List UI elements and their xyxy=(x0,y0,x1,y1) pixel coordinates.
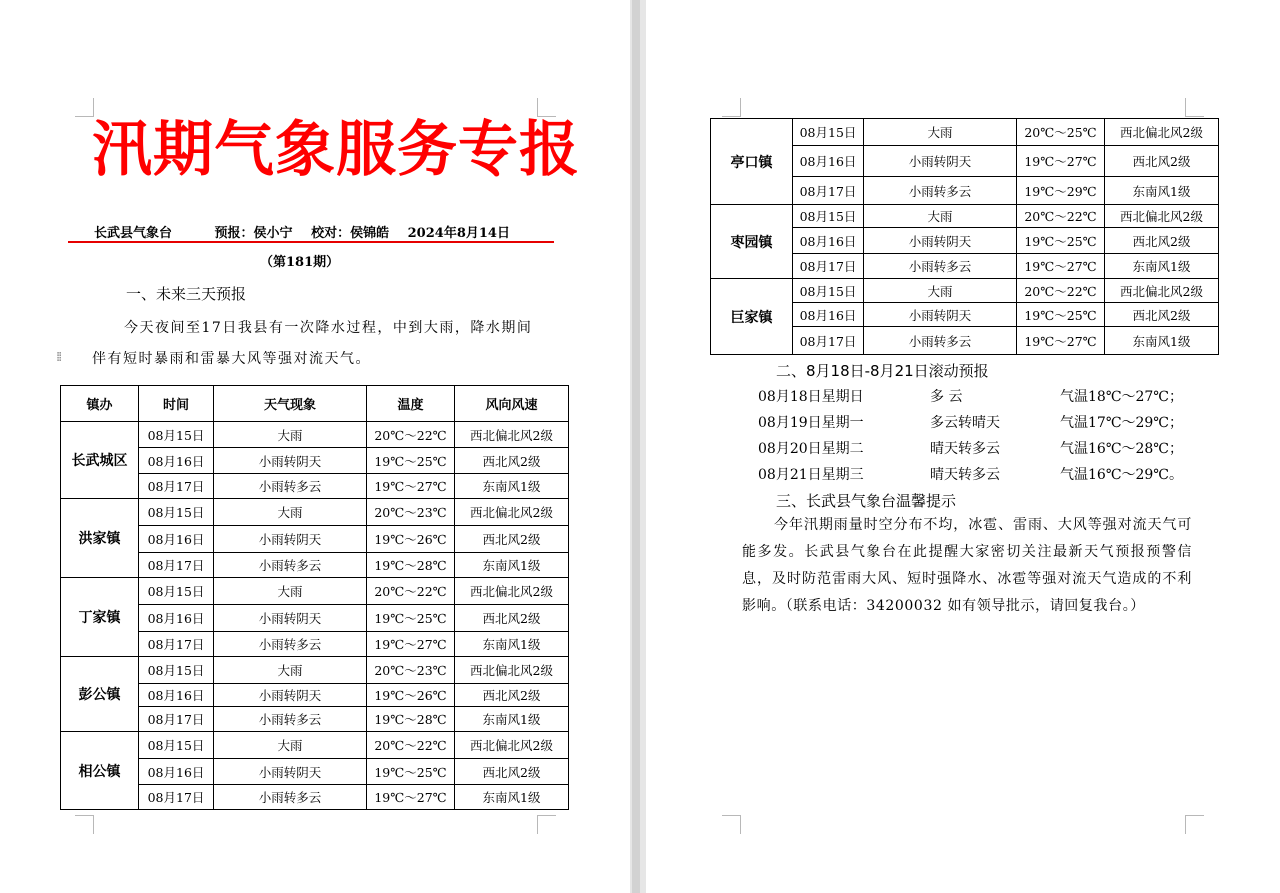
temp-cell: 19℃～28℃ xyxy=(367,553,455,578)
temp-cell: 19℃～25℃ xyxy=(1017,228,1105,254)
temp-cell: 19℃～25℃ xyxy=(367,448,455,474)
weather-cell: 小雨转多云 xyxy=(214,553,367,578)
crop-mark xyxy=(722,815,741,834)
town-name: 巨家镇 xyxy=(711,279,793,355)
wind-cell: 东南风1级 xyxy=(1105,327,1219,355)
forecast-temp: 气温17℃～29℃； xyxy=(1060,415,1183,431)
forecast-date: 08月18日星期日 xyxy=(758,389,864,405)
checker: 校对：侯锦皓 xyxy=(311,226,390,241)
date-cell: 08月17日 xyxy=(139,474,214,499)
date-cell: 08月17日 xyxy=(139,553,214,578)
date-cell: 08月16日 xyxy=(793,303,864,327)
wind-cell: 西北风2级 xyxy=(1105,228,1219,254)
weather-cell: 小雨转阴天 xyxy=(214,448,367,474)
forecast-weather: 多云转晴天 xyxy=(930,415,1000,431)
temp-cell: 19℃～25℃ xyxy=(1017,303,1105,327)
forecast-weather: 晴天转多云 xyxy=(930,467,1000,483)
date-cell: 08月16日 xyxy=(139,684,214,707)
date-cell: 08月16日 xyxy=(139,605,214,632)
page-separator xyxy=(632,0,640,893)
town-name: 洪家镇 xyxy=(61,499,139,578)
date-cell: 08月16日 xyxy=(139,448,214,474)
weather-cell: 小雨转阴天 xyxy=(864,303,1017,327)
drag-handle-icon[interactable]: ⁞⁞ xyxy=(56,350,61,365)
wind-cell: 西北风2级 xyxy=(455,759,569,785)
col-header-temp: 温度 xyxy=(367,386,455,422)
section3-heading: 三、长武县气象台温馨提示 xyxy=(776,492,957,510)
forecast-temp: 气温16℃～29℃。 xyxy=(1060,467,1183,483)
table-row xyxy=(711,279,1219,303)
crop-mark xyxy=(75,815,94,834)
report-title: 汛期气象服务专报 xyxy=(92,115,580,185)
date-cell: 08月15日 xyxy=(139,732,214,759)
crop-mark xyxy=(1185,815,1204,834)
date-cell: 08月15日 xyxy=(793,279,864,303)
forecaster: 预报：侯小宁 xyxy=(214,226,293,241)
forecast-weather: 多 云 xyxy=(930,389,963,405)
temp-cell: 19℃～27℃ xyxy=(367,632,455,657)
temp-cell: 20℃～22℃ xyxy=(367,732,455,759)
temp-cell: 19℃～27℃ xyxy=(1017,327,1105,355)
wind-cell: 东南风1级 xyxy=(455,474,569,499)
date-cell: 08月16日 xyxy=(793,228,864,254)
date-cell: 08月15日 xyxy=(139,578,214,605)
wind-cell: 西北风2级 xyxy=(1105,303,1219,327)
temp-cell: 20℃～22℃ xyxy=(1017,205,1105,228)
town-name: 枣园镇 xyxy=(711,205,793,279)
weather-cell: 小雨转多云 xyxy=(214,474,367,499)
wind-cell: 东南风1级 xyxy=(455,707,569,732)
header-rule xyxy=(68,241,554,243)
forecast-weather: 晴天转多云 xyxy=(930,441,1000,457)
weather-cell: 大雨 xyxy=(214,499,367,526)
crop-mark xyxy=(537,815,556,834)
weather-cell: 小雨转阴天 xyxy=(214,526,367,553)
table-row xyxy=(61,578,569,605)
town-name: 亭口镇 xyxy=(711,119,793,205)
date-cell: 08月17日 xyxy=(793,254,864,279)
temp-cell: 20℃～22℃ xyxy=(367,578,455,605)
table-row xyxy=(61,657,569,684)
wind-cell: 西北风2级 xyxy=(455,448,569,474)
date-cell: 08月15日 xyxy=(139,422,214,448)
wind-cell: 西北风2级 xyxy=(455,526,569,553)
table-row xyxy=(711,119,1219,146)
col-header-wind: 风向风速 xyxy=(455,386,569,422)
town-name: 长武城区 xyxy=(61,422,139,499)
wind-cell: 东南风1级 xyxy=(1105,177,1219,205)
byline xyxy=(94,222,564,241)
temp-cell: 19℃～26℃ xyxy=(367,684,455,707)
date-cell: 08月15日 xyxy=(139,499,214,526)
table-header-row xyxy=(61,386,569,422)
date-cell: 08月17日 xyxy=(139,707,214,732)
wind-cell: 西北风2级 xyxy=(1105,146,1219,177)
town-name: 彭公镇 xyxy=(61,657,139,732)
wind-cell: 西北偏北风2级 xyxy=(455,499,569,526)
temp-cell: 19℃～25℃ xyxy=(367,759,455,785)
tips-text: 今年汛期雨量时空分布不均，冰雹、雷雨、大风等强对流天气可能多发。长武县气象台在此提醒大家密切关注最新天气预报预警信息，及时防范雷雨大风、短时强降水、冰雹等强对流天气造成的不利影响。（联系电话：34200032 如有领导批示，请回复我台。） xyxy=(742,517,1192,614)
rolling-forecast-item xyxy=(758,464,1198,490)
date-cell: 08月16日 xyxy=(793,146,864,177)
temp-cell: 20℃～23℃ xyxy=(367,657,455,684)
forecast-table-right xyxy=(710,118,1219,355)
wind-cell: 东南风1级 xyxy=(455,785,569,810)
date-cell: 08月17日 xyxy=(793,177,864,205)
temp-cell: 19℃～27℃ xyxy=(1017,146,1105,177)
forecast-date: 08月20日星期二 xyxy=(758,441,864,457)
wind-cell: 东南风1级 xyxy=(455,553,569,578)
rolling-forecast-item xyxy=(758,438,1198,464)
temp-cell: 20℃～23℃ xyxy=(367,499,455,526)
rolling-forecast-item xyxy=(758,412,1198,438)
weather-cell: 小雨转阴天 xyxy=(214,684,367,707)
section1-heading: 一、未来三天预报 xyxy=(126,285,247,303)
forecast-table-left xyxy=(60,385,569,810)
temp-cell: 20℃～22℃ xyxy=(1017,279,1105,303)
table-row xyxy=(61,422,569,448)
table-row xyxy=(711,205,1219,228)
agency-name: 长武县气象台 xyxy=(94,226,173,241)
wind-cell: 东南风1级 xyxy=(1105,254,1219,279)
temp-cell: 19℃～28℃ xyxy=(367,707,455,732)
weather-cell: 大雨 xyxy=(864,119,1017,146)
temp-cell: 19℃～27℃ xyxy=(1017,254,1105,279)
date-cell: 08月16日 xyxy=(139,759,214,785)
wind-cell: 西北偏北风2级 xyxy=(455,657,569,684)
wind-cell: 西北偏北风2级 xyxy=(1105,119,1219,146)
weather-cell: 小雨转多云 xyxy=(214,632,367,657)
temp-cell: 19℃～27℃ xyxy=(367,474,455,499)
date-cell: 08月17日 xyxy=(139,785,214,810)
forecast-temp: 气温16℃～28℃； xyxy=(1060,441,1183,457)
weather-cell: 大雨 xyxy=(214,732,367,759)
temp-cell: 20℃～25℃ xyxy=(1017,119,1105,146)
forecast-temp: 气温18℃～27℃； xyxy=(1060,389,1183,405)
weather-cell: 小雨转多云 xyxy=(864,254,1017,279)
temp-cell: 19℃～26℃ xyxy=(367,526,455,553)
table-row xyxy=(61,732,569,759)
wind-cell: 西北偏北风2级 xyxy=(455,732,569,759)
wind-cell: 西北偏北风2级 xyxy=(455,422,569,448)
weather-cell: 大雨 xyxy=(214,422,367,448)
report-date: 2024年8月14日 xyxy=(407,226,510,241)
weather-cell: 大雨 xyxy=(864,205,1017,228)
wind-cell: 西北风2级 xyxy=(455,605,569,632)
wind-cell: 西北偏北风2级 xyxy=(455,578,569,605)
wind-cell: 西北风2级 xyxy=(455,684,569,707)
date-cell: 08月16日 xyxy=(139,526,214,553)
town-name: 丁家镇 xyxy=(61,578,139,657)
weather-cell: 小雨转多云 xyxy=(864,177,1017,205)
issue-number: （第181期） xyxy=(260,255,340,270)
date-cell: 08月15日 xyxy=(793,205,864,228)
table-row xyxy=(61,499,569,526)
weather-cell: 小雨转阴天 xyxy=(214,605,367,632)
crop-mark xyxy=(1185,98,1204,117)
weather-cell: 小雨转阴天 xyxy=(214,759,367,785)
col-header-town: 镇办 xyxy=(61,386,139,422)
weather-cell: 大雨 xyxy=(214,578,367,605)
temp-cell: 19℃～27℃ xyxy=(367,785,455,810)
date-cell: 08月17日 xyxy=(139,632,214,657)
temp-cell: 19℃～29℃ xyxy=(1017,177,1105,205)
temp-cell: 20℃～22℃ xyxy=(367,422,455,448)
weather-cell: 小雨转阴天 xyxy=(864,146,1017,177)
weather-cell: 小雨转多云 xyxy=(214,785,367,810)
section2-heading: 二、8月18日-8月21日滚动预报 xyxy=(776,362,989,380)
wind-cell: 西北偏北风2级 xyxy=(1105,205,1219,228)
wind-cell: 西北偏北风2级 xyxy=(1105,279,1219,303)
temp-cell: 19℃～25℃ xyxy=(367,605,455,632)
rolling-forecast-item xyxy=(758,386,1198,412)
weather-cell: 小雨转多云 xyxy=(214,707,367,732)
wind-cell: 东南风1级 xyxy=(455,632,569,657)
weather-cell: 小雨转多云 xyxy=(864,327,1017,355)
col-header-time: 时间 xyxy=(139,386,214,422)
weather-cell: 大雨 xyxy=(864,279,1017,303)
date-cell: 08月15日 xyxy=(139,657,214,684)
date-cell: 08月17日 xyxy=(793,327,864,355)
weather-cell: 大雨 xyxy=(214,657,367,684)
town-name: 相公镇 xyxy=(61,732,139,810)
forecast-date: 08月21日星期三 xyxy=(758,467,864,483)
forecast-date: 08月19日星期一 xyxy=(758,415,864,431)
crop-mark xyxy=(722,98,741,117)
weather-cell: 小雨转阴天 xyxy=(864,228,1017,254)
section1-text: 今天夜间至17日我县有一次降水过程，中到大雨，降水期间伴有短时暴雨和雷暴大风等强对流天气。 xyxy=(92,320,533,367)
col-header-weather: 天气现象 xyxy=(214,386,367,422)
date-cell: 08月15日 xyxy=(793,119,864,146)
